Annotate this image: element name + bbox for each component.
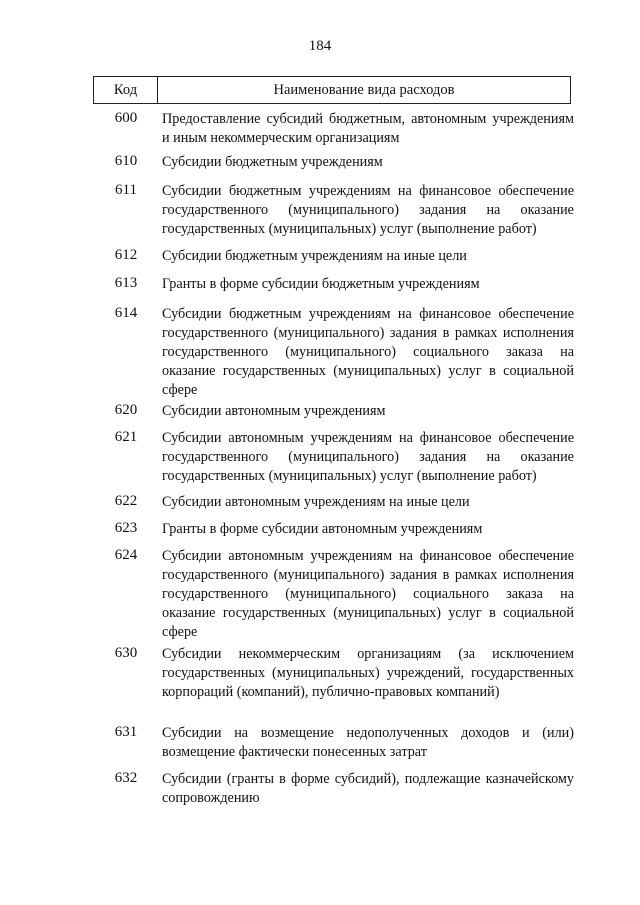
row-text: Гранты в форме субсидии автономным учреждениям (162, 521, 483, 537)
row-text: Субсидии бюджетным учреждениям на финансовое обеспечение государственного (муниципального) задания в рамках исполнения государственного (муниципального) социального заказа на оказание государственных (муниципальных) услуг в социальной сфере (162, 306, 574, 398)
row-text: Субсидии некоммерческим организациям (за исключением государственных (муниципальных) учреждений, государственных корпораций (компаний), публично-правовых компаний) (162, 646, 574, 700)
row-text: Субсидии бюджетным учреждениям на финансовое обеспечение государственного (муниципального) задания на оказание государственных (муниципальных) услуг (выполнение работ) (162, 183, 574, 237)
row-text: Гранты в форме субсидии бюджетным учреждениям (162, 276, 480, 292)
row-code: 610 (114, 153, 138, 169)
row-text: Субсидии на возмещение недополученных доходов и (или) возмещение фактически понесенных затрат (162, 725, 574, 760)
page-number: 184 (308, 38, 332, 54)
header-name: Наименование вида расходов (273, 81, 455, 98)
row-text: Предоставление субсидий бюджетным, автономным учреждениям и иным некоммерческим организациям (162, 111, 574, 146)
row-text: Субсидии (гранты в форме субсидий), подлежащие казначейскому сопровождению (162, 771, 574, 806)
row-code: 612 (114, 247, 138, 263)
row-text: Субсидии автономным учреждениям на иные цели (162, 494, 470, 510)
row-code: 624 (114, 547, 138, 563)
row-code: 631 (114, 724, 138, 740)
row-code: 623 (114, 520, 138, 536)
row-text: Субсидии автономным учреждениям на финансовое обеспечение государственного (муниципального) задания на оказание государственных (муниципальных) услуг (выполнение работ) (162, 430, 574, 484)
header-code: Код (94, 77, 158, 103)
row-code: 613 (114, 275, 138, 291)
row-text: Субсидии бюджетным учреждениям (162, 154, 383, 170)
row-code: 614 (114, 305, 138, 321)
row-text: Субсидии автономным учреждениям (162, 403, 386, 419)
row-code: 622 (114, 493, 138, 509)
row-code: 630 (114, 645, 138, 661)
row-text: Субсидии бюджетным учреждениям на иные цели (162, 248, 467, 264)
row-text: Субсидии автономным учреждениям на финансовое обеспечение государственного (муниципального) задания в рамках исполнения государственного (муниципального) социального заказа на оказание государственных (муниципальных) услуг в социальной сфере (162, 548, 574, 640)
row-code: 600 (114, 110, 138, 126)
row-code: 621 (114, 429, 138, 445)
row-code: 611 (115, 182, 137, 198)
row-code: 620 (114, 402, 138, 418)
row-code: 632 (114, 770, 138, 786)
